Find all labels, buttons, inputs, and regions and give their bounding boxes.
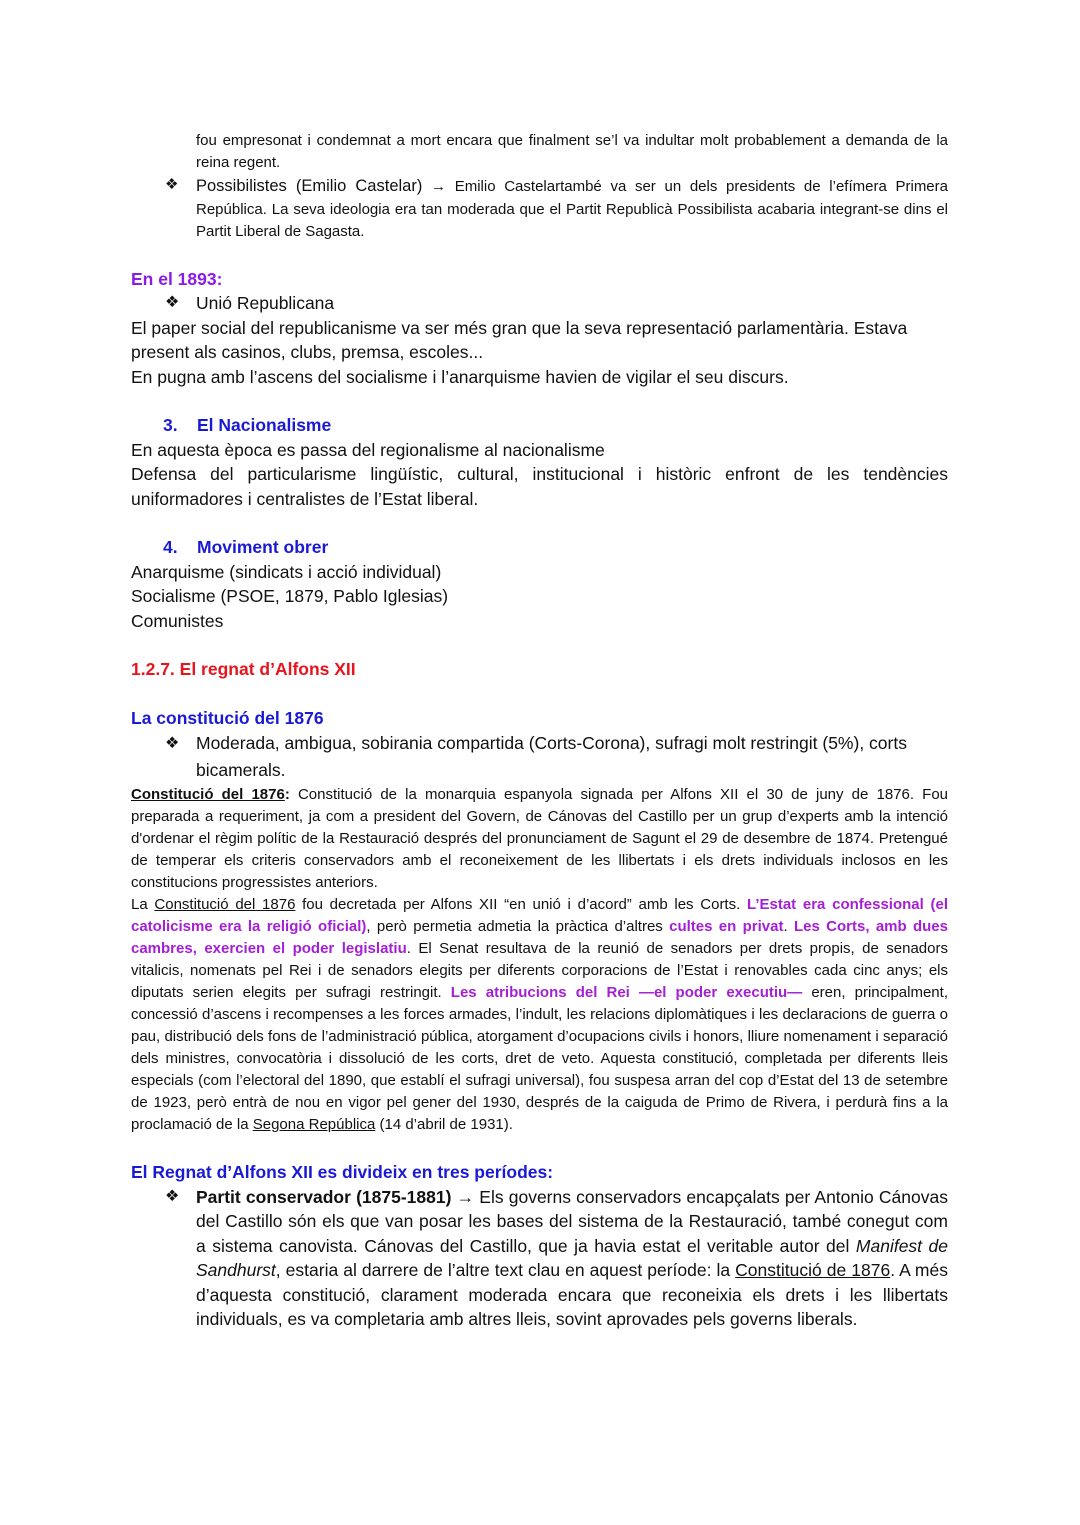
link-constitucio-de-1876[interactable]: Constitució de 1876 [735, 1260, 891, 1280]
text: , però permetia admetia la pràctica d’altres [366, 918, 670, 935]
heading-number: 4. [163, 537, 178, 557]
paragraph-constitucio-definition [131, 784, 948, 894]
possibilistes-text: Emilio Castelartambé va ser un dels presidents de l’efímera Primera República. La seva ideologia era tan moderada que el Partit Republicà Possibilista acabaria integrant-se dins el Partit Liberal de Sagasta. [196, 178, 948, 240]
highlight-estat-confessional: L’Estat era confessional (el catolicisme era la religió oficial) [131, 896, 949, 935]
list-item-constitucio [131, 730, 948, 784]
highlight-atribucions-rei: Les atribucions del Rei —el poder executiu— [450, 984, 803, 1001]
partit-conservador-label: Partit conservador (1875-1881) [196, 1186, 452, 1207]
text: (14 d’abril de 1931). [375, 1116, 513, 1133]
text: La [131, 896, 155, 913]
diamond-bullet-icon: ❖ [165, 176, 179, 193]
heading-1893: En el 1893: [131, 268, 223, 289]
text: fou decretada per Alfons XII “en unió i d’acord” amb les Corts. [295, 896, 747, 913]
highlight-corts-legislatiu: Les Corts, amb dues cambres, exercien el poder legislatiu [131, 918, 948, 957]
list-item: Comunistes [131, 610, 224, 631]
paragraph-particularisme: Defensa del particularisme lingüístic, cultural, institucional i històric enfront de les tendències uniformadores i centralistes de l’Estat liberal. [131, 464, 948, 509]
highlight-cultes-privat: cultes en privat [669, 918, 784, 935]
term-constitucio: Constitució del 1876 [131, 786, 285, 803]
definition-text: Constitució de la monarquia espanyola signada per Alfons XII el 30 de juny de 1876. Fou preparada a requeriment, ja com a president del Govern, de Cánovas del Castillo per un grup d’experts amb la intenció d'ordenar el règim polític de la Restauració després del pronunciament de Sagunt el 29 de desembre de 1874. Pretengué de temperar els criteris conservadors amb el reconeixement de les llibertats i els drets individuals inclosos en les constitucions progressistes anteriors. [131, 786, 948, 891]
heading-text: Moviment obrer [197, 537, 329, 557]
diamond-bullet-icon: ❖ [165, 294, 180, 311]
text: . A més d’aquesta constitució, clarament moderada encara que reconeixia els drets i les llibertats individuals, es va completaria amb altres lleis, sovint aprovades pels governs liberals. [196, 1260, 948, 1329]
text: . [783, 918, 794, 935]
list-item: Socialisme (PSOE, 1879, Pablo Iglesias) [131, 586, 449, 606]
heading-moviment-obrer [131, 535, 948, 560]
continuation-text: fou empresonat i condemnat a mort encara que finalment se’l va indultar molt probablement a demanda de la reina regent. [196, 132, 948, 171]
list-item-partit-conservador [131, 1185, 948, 1332]
paragraph-continuation [131, 130, 948, 174]
paragraph-pugna: En pugna amb l’ascens del socialisme i l’anarquisme havien de vigilar el seu discurs. [131, 366, 789, 387]
heading-text: El Nacionalisme [197, 415, 332, 435]
list-item: Anarquisme (sindicats i acció individual) [131, 561, 442, 582]
heading-tres-periodes: El Regnat d’Alfons XII es divideix en tres períodes: [131, 1162, 554, 1182]
list-item-unio-republicana [131, 291, 948, 316]
bullet-text: Unió Republicana [196, 293, 335, 313]
possibilistes-label: Possibilistes (Emilio Castelar) [196, 177, 423, 195]
manifest-sandhurst: Manifest de Sandhurst [196, 1235, 948, 1280]
heading-number: 3. [163, 415, 178, 435]
colon: : [284, 786, 290, 803]
paragraph-republicanisme: El paper social del republicanisme va ser més gran que la seva representació parlamentària. Estava present als casinos, clubs, premsa, escoles... [131, 317, 908, 362]
text: Els governs conservadors encapçalats per Antonio Cánovas del Castillo són els que van posar les bases del sistema de la Restauració, també conegut com a sistema canovista. Cánovas del Castillo, que ja havia estat el veritable autor del [196, 1186, 948, 1256]
arrow-icon: → [431, 178, 447, 195]
diamond-bullet-icon: ❖ [165, 1187, 180, 1205]
heading-nacionalisme [131, 413, 948, 438]
list-item-possibilistes [131, 174, 948, 243]
paragraph-regionalisme: En aquesta època es passa del regionalisme al nacionalisme [131, 439, 605, 460]
text: . El Senat resultava de la reunió de senadors per drets propis, de senadors vitalicis, nomenats pel Rei i de senadors elegits per diferents corporacions de l’Estat i renovables cada cinc anys; els diputats serien elegits per sufragi restringit. [131, 940, 948, 1001]
link-constitucio-1876[interactable]: Constitució del 1876 [154, 896, 296, 913]
heading-regnat-alfons-xii: 1.2.7. El regnat d’Alfons XII [131, 659, 356, 679]
heading-constitucio-1876: La constitució del 1876 [131, 707, 324, 728]
diamond-bullet-icon: ❖ [165, 735, 180, 752]
link-segona-republica[interactable]: Segona República [252, 1116, 376, 1133]
arrow-icon: → [456, 1186, 475, 1207]
bullet-text: Moderada, ambigua, sobirania compartida (Corts-Corona), sufragi molt restringit (5%), corts bicamerals. [196, 733, 907, 780]
text: , estaria al darrere de l’altre text clau en aquest període: la [275, 1260, 736, 1280]
paragraph-constitucio-detail [131, 894, 948, 1136]
document-page [131, 130, 948, 1332]
text: eren, principalment, concessió d’ascens i recompenses a les forces armades, l’indult, les relacions diplomàtiques i les declaracions de guerra o pau, distribució dels fons de l’administració pública, atorgament d’ocupacions civils i honors, lliure nomenament i separació dels ministres, convocatòria i dissolució de les corts, dret de veto. Aquesta constitució, completada per diferents lleis especials (com l’electoral del 1890, que establí el sufragi universal), fou suspesa arran del cop d’Estat del 13 de setembre de 1923, però entrà de nou en vigor pel gener del 1930, després de la caiguda de Primo de Rivera, i perdurà fins a la proclamació de la [131, 984, 948, 1133]
